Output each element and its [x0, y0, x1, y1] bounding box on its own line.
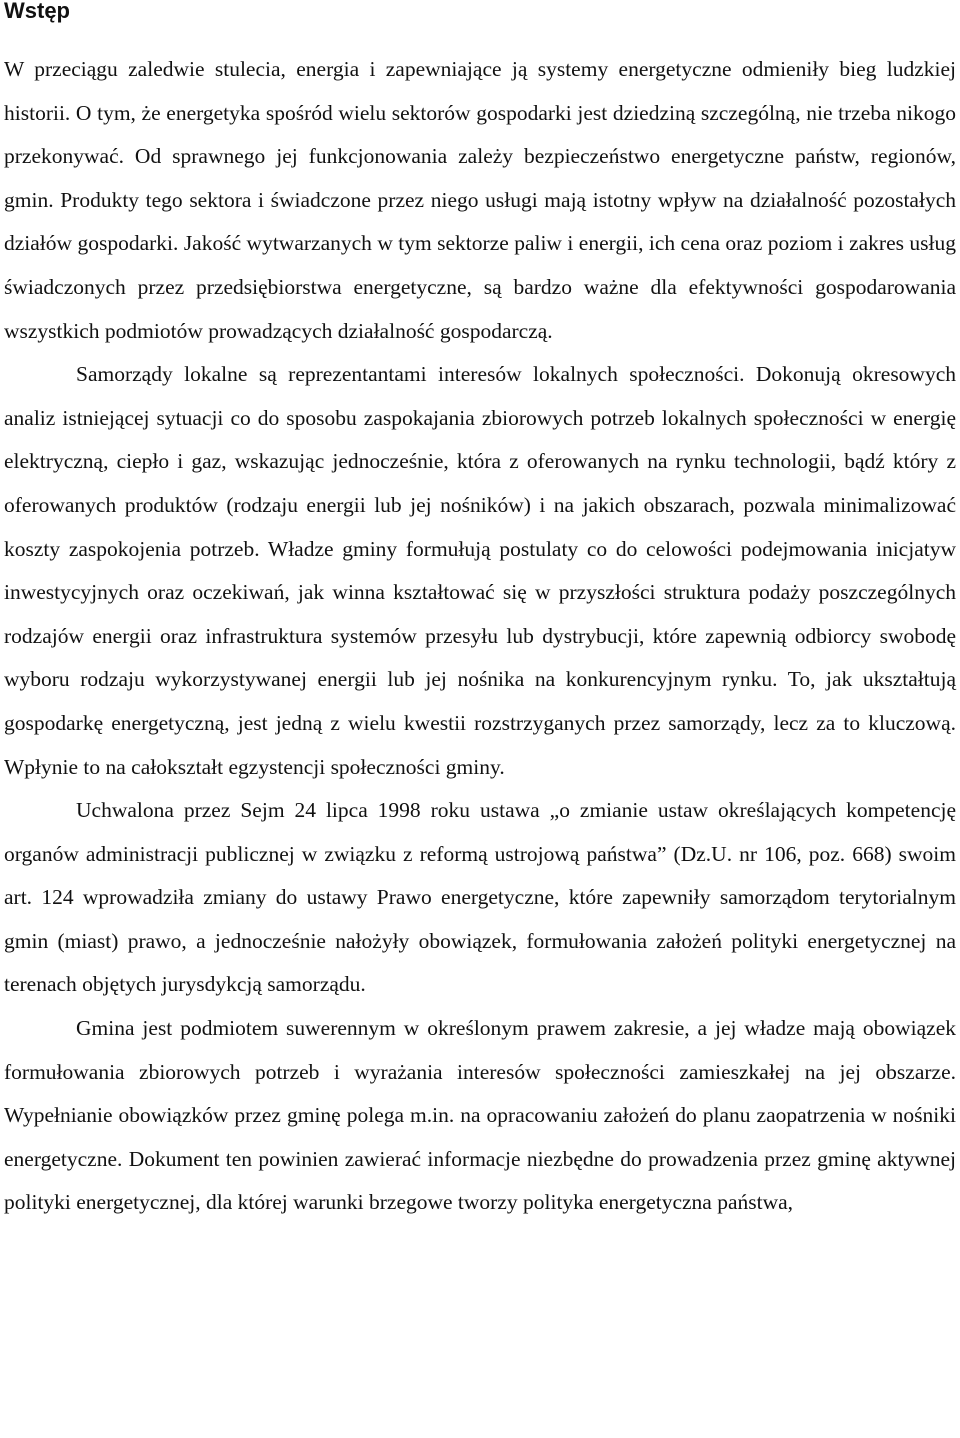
paragraph-4: Gmina jest podmiotem suwerennym w określonym prawem zakresie, a jej władze mają obowiązek formułowania zbiorowych potrzeb i wyrażania interesów społeczności zamieszkałej na jej obszarze. Wypełnianie obowiązków przez gminę polega m.in. na opracowaniu założeń do planu zaopatrzenia w nośniki energetyczne. Dokument ten powinien zawierać informacje niezbędne do prowadzenia przez gminę aktywnej polityki energetycznej, dla której warunki brzegowe tworzy polityka energetyczna państwa,: [4, 1016, 956, 1215]
document-page: [4, 0, 956, 1225]
section-heading: Wstęp: [4, 0, 70, 23]
paragraph-3: Uchwalona przez Sejm 24 lipca 1998 roku ustawa „o zmianie ustaw określających kompetencję organów administracji publicznej w związku z reformą ustrojową państwa” (Dz.U. nr 106, poz. 668) swoim art. 124 wprowadziła zmiany do ustawy Prawo energetyczne, które zapewniły samorządom terytorialnym gmin (miast) prawo, a jednocześnie nałożyły obowiązek, formułowania założeń polityki energetycznej na terenach objętych jurysdykcją samorządu.: [4, 798, 956, 997]
paragraph-2: Samorządy lokalne są reprezentantami interesów lokalnych społeczności. Dokonują okresowych analiz istniejącej sytuacji co do sposobu zaspokajania zbiorowych potrzeb lokalnych społeczności w energię elektryczną, ciepło i gaz, wskazując jednocześnie, która z oferowanych na rynku technologii, bądź który z oferowanych produktów (rodzaju energii lub jej nośników) i na jakich obszarach, pozwala minimalizować koszty zaspokojenia potrzeb. Władze gminy formułują postulaty co do celowości podejmowania inicjatyw inwestycyjnych oraz oczekiwań, jak winna kształtować się w przyszłości struktura podaży poszczególnych rodzajów energii oraz infrastruktura systemów przesyłu lub dystrybucji, które zapewnią odbiorcy swobodę wyboru rodzaju wykorzystywanej energii lub jej nośnika na konkurencyjnym rynku. To, jak ukształtują gospodarkę energetyczną, jest jedną z wielu kwestii rozstrzyganych przez samorządy, lecz za to kluczową. Wpłynie to na całokształt egzystencji społeczności gminy.: [4, 362, 956, 779]
paragraph-1: W przeciągu zaledwie stulecia, energia i zapewniające ją systemy energetyczne odmieniły bieg ludzkiej historii. O tym, że energetyka spośród wielu sektorów gospodarki jest dziedziną szczególną, nie trzeba nikogo przekonywać. Od sprawnego jej funkcjonowania zależy bezpieczeństwo energetyczne państw, regionów, gmin. Produkty tego sektora i świadczone przez niego usługi mają istotny wpływ na działalność pozostałych działów gospodarki. Jakość wytwarzanych w tym sektorze paliw i energii, ich cena oraz poziom i zakres usług świadczonych przez przedsiębiorstwa energetyczne, są bardzo ważne dla efektywności gospodarowania wszystkich podmiotów prowadzących działalność gospodarczą.: [4, 57, 956, 343]
